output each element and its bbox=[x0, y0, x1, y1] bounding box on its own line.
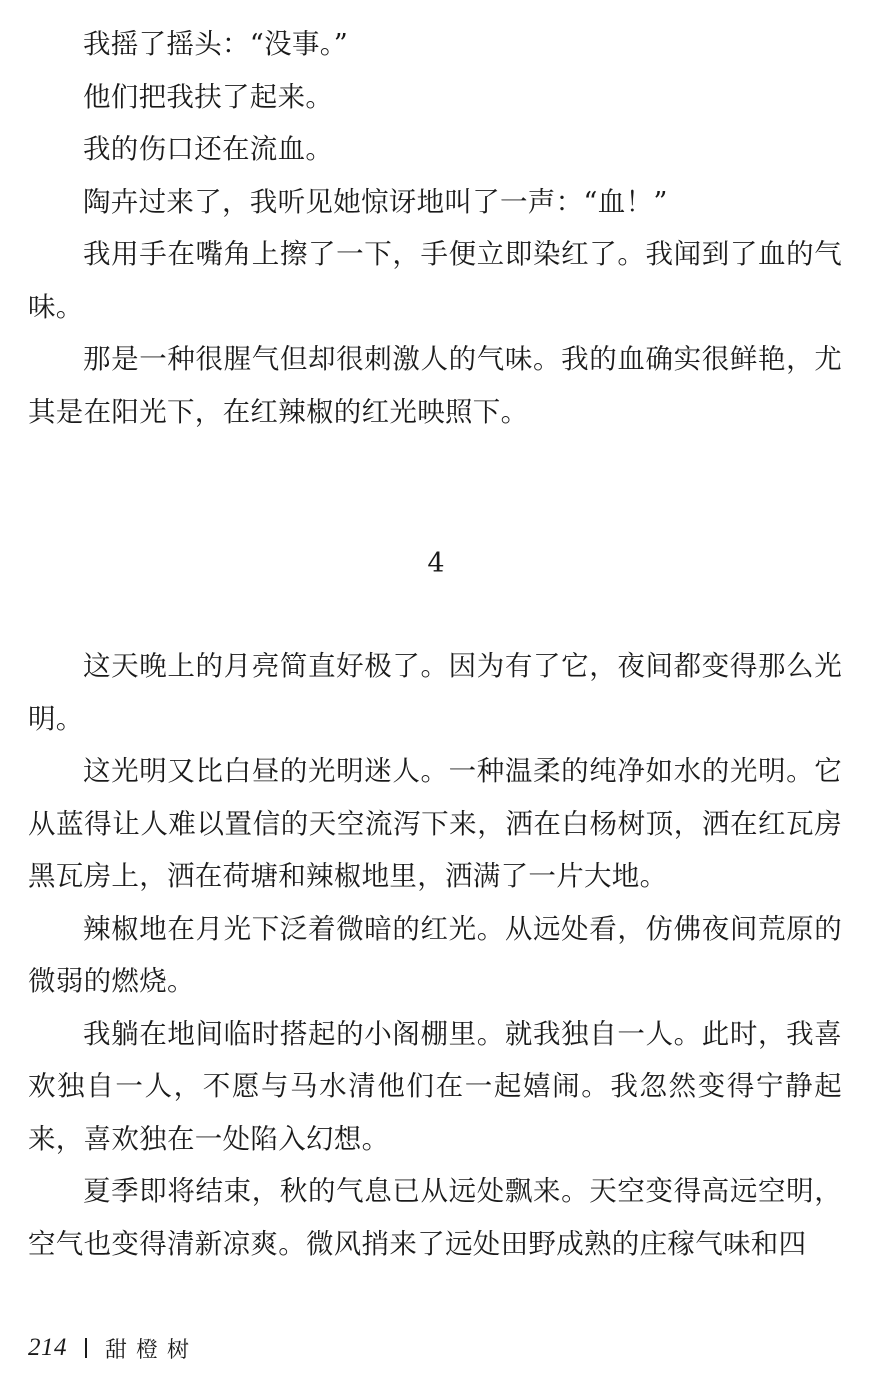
page-footer bbox=[28, 1328, 198, 1368]
page-number: 214 bbox=[28, 1334, 67, 1361]
paragraph: 我摇了摇头：“没事。” bbox=[83, 28, 349, 60]
paragraph: 那是一种很腥气但却很刺激人的气味。我的血确实很鲜艳，尤其是在阳光下，在红辣椒的红光映照下。 bbox=[28, 343, 842, 428]
paragraph: 夏季即将结束，秋的气息已从远处飘来。天空变得高远空明，空气也变得清新凉爽。微风捎来了远处田野成熟的庄稼气味和四 bbox=[28, 1175, 842, 1260]
section-number: 4 bbox=[427, 548, 445, 579]
footer-divider bbox=[85, 1338, 87, 1358]
paragraph: 陶卉过来了，我听见她惊讶地叫了一声：“血！” bbox=[83, 185, 668, 218]
paragraph: 他们把我扶了起来。 bbox=[83, 80, 334, 113]
paragraph: 这天晚上的月亮简直好极了。因为有了它，夜间都变得那么光明。 bbox=[28, 650, 842, 735]
book-title: 甜橙树 bbox=[105, 1337, 199, 1363]
paragraph: 辣椒地在月光下泛着微暗的红光。从远处看，仿佛夜间荒原的微弱的燃烧。 bbox=[28, 912, 842, 997]
paragraph: 我躺在地间临时搭起的小阁棚里。就我独自一人。此时，我喜欢独自一人，不愿与马水清他们在一起嬉闹。我忽然变得宁静起来，喜欢独在一处陷入幻想。 bbox=[28, 1017, 842, 1155]
paragraph: 这光明又比白昼的光明迷人。一种温柔的纯净如水的光明。它从蓝得让人难以置信的天空流泻下来，洒在白杨树顶，洒在红瓦房黑瓦房上，洒在荷塘和辣椒地里，洒满了一片大地。 bbox=[28, 755, 842, 892]
text-block-after-section bbox=[28, 640, 842, 1270]
paragraph: 我的伤口还在流血。 bbox=[83, 133, 334, 165]
text-block-before-section bbox=[28, 18, 842, 438]
paragraph: 我用手在嘴角上擦了一下，手便立即染红了。我闻到了血的气味。 bbox=[28, 238, 842, 323]
